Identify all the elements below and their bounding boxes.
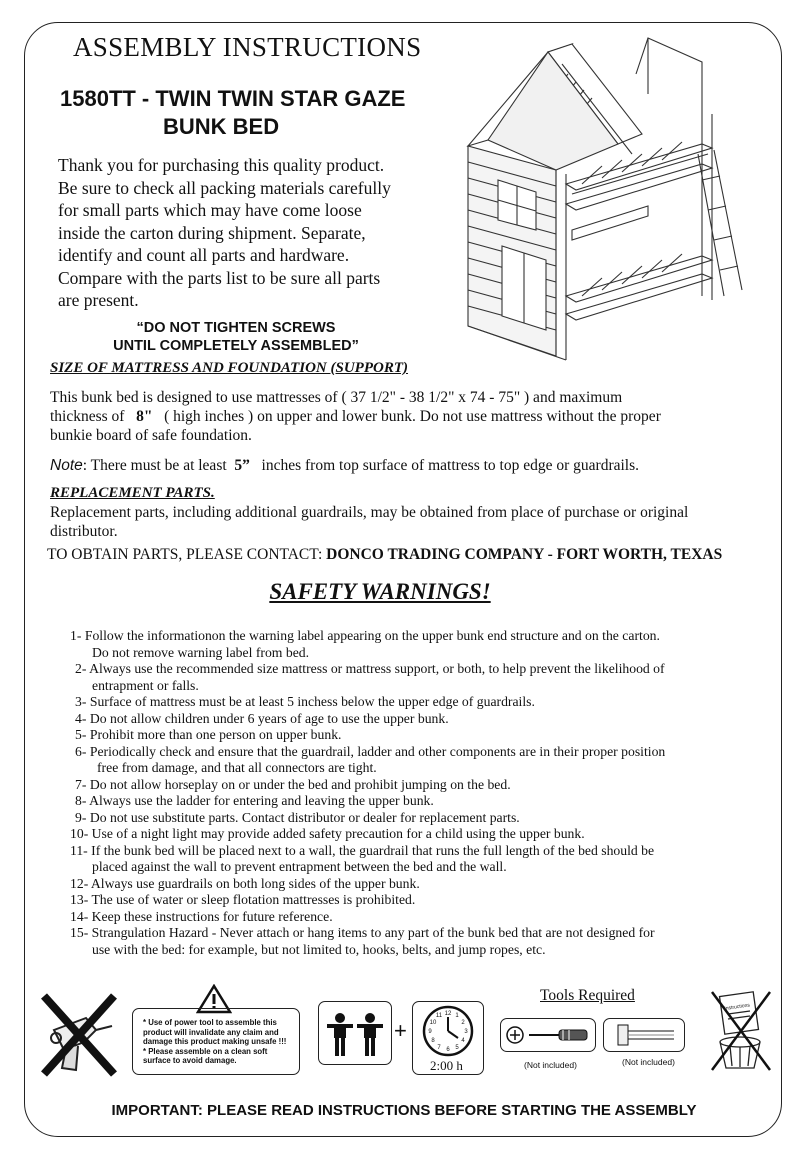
replacement-line1: Replacement parts, including additional guardrails, may be obtained from place of purchase or original [50,504,689,521]
tools-required-heading: Tools Required [540,987,635,1004]
mattress-thickness-label: thickness of [50,408,125,425]
warning-text: 9- [75,809,87,825]
warning-item-3 [70,694,665,711]
warning-text: 5- [75,727,87,742]
mattress-section-text [50,388,661,445]
clock-number: 3 [464,1029,468,1035]
warning-item-2-cont: entrapment or falls. [92,677,199,693]
intro-line: identify and count all parts and hardware. [58,245,350,265]
warning-text: Strangulation Hazard - Never attach or hang items to any part of the bunk bed that are not designed for [91,925,655,940]
replacement-text [50,503,688,541]
replacement-heading: REPLACEMENT PARTS. [50,485,215,501]
warning-item-5 [70,727,665,744]
contact-line [47,545,722,564]
replacement-line2: distributor. [50,523,118,540]
warning-text: Always use the ladder for entering and leaving the upper bunk. [89,793,434,808]
bunk-bed-illustration [462,34,770,370]
mattress-line1: This bunk bed is designed to use mattresses of ( 37 1/2" - 38 1/2" x 74 - 75" ) and maximum [50,389,623,406]
safety-warnings-heading: SAFETY WARNINGS! [269,579,491,604]
warning-text: Do not use substitute parts. Contact distributor or dealer for replacement parts. [89,809,520,825]
clock-number: 7 [437,1045,441,1051]
warning-item-6 [70,744,665,761]
caution-line: damage this product making unsafe !!! [143,1037,287,1047]
warning-text: 10- [70,826,89,841]
contact-label: TO OBTAIN PARTS, PLEASE CONTACT: [47,546,323,563]
screwdriver-icon [501,1019,595,1051]
warning-item-12 [70,876,665,893]
clock-number: 11 [435,1013,443,1019]
clock-number: 2 [461,1020,465,1026]
warning-text: 1- [70,628,82,643]
notice-line2: UNTIL COMPLETELY ASSEMBLED” [113,338,359,354]
warning-text: 3- [75,694,87,709]
do-not-discard-instructions-icon [708,988,774,1074]
assembly-time: 2:00 h [430,1058,463,1073]
clock-number: 8 [431,1038,435,1044]
do-not-tighten-notice [78,319,394,355]
important-notice: IMPORTANT: PLEASE READ INSTRUCTIONS BEFORE STARTING THE ASSEMBLY [111,1102,697,1119]
warning-item-4 [70,711,665,728]
clock-number: 4 [461,1038,465,1044]
clock-number: 5 [455,1045,459,1051]
warning-text: Follow the informationon the warning label appearing on the upper bunk end structure and on the carton. [84,628,660,643]
warning-text: 2- [75,661,87,676]
warning-item-15 [70,925,665,942]
two-persons-box [318,1001,392,1065]
warning-text: 6- [75,743,87,759]
warning-text: 13- [70,892,89,907]
warning-text: 8- [75,793,87,808]
mattress-line2 [50,407,661,426]
warning-item-1 [70,628,665,645]
warning-item-6-cont: free from damage, and that all connectors are tight. [97,760,377,775]
product-name-line2: BUNK BED [163,114,280,139]
product-name-line1: 1580TT - TWIN TWIN STAR GAZE [60,86,406,111]
not-included-label-2: (Not included) [622,1057,675,1067]
no-power-tools-icon [34,990,124,1080]
warning-item-15-cont: use with the bed: for example, but not limited to, hooks, belts, and jump ropes, etc. [92,941,546,957]
warning-item-2 [70,661,665,678]
intro-line: inside the carton during shipment. Separate, [58,222,366,243]
warning-text: Surface of mattress must be at least 5 inchess below the upper edge of guardrails. [89,694,535,709]
warning-text: The use of water or sleep flotation mattresses is prohibited. [91,892,416,907]
intro-line: Thank you for purchasing this quality product. [58,155,385,175]
warning-text: 12- [70,875,89,891]
instructions-card-label: Instructions [724,1002,751,1012]
page-title: ASSEMBLY INSTRUCTIONS [73,32,422,62]
warning-item-1-cont: Do not remove warning label from bed. [92,644,310,660]
warning-text: 11- [70,842,88,858]
clock-number: 6 [446,1047,450,1053]
warning-item-11 [70,843,665,860]
clock-number: 9 [428,1029,432,1035]
warning-text: Do not allow horseplay on or under the bed and prohibit jumping on the bed. [89,776,511,792]
mattress-section-heading: SIZE OF MATTRESS AND FOUNDATION (SUPPORT) [50,360,408,376]
warning-text: Always use guardrails on both long sides of the upper bunk. [90,875,420,891]
note-label: Note [50,457,83,474]
warning-text: Keep these instructions for future reference. [91,908,333,924]
warning-item-13 [70,892,665,909]
warning-text: Prohibit more than one person on upper bunk. [89,727,342,742]
intro-line: Be sure to check all packing materials carefully [58,177,391,198]
warning-text: 14- [70,908,89,924]
mattress-line3: bunkie board of safe foundation. [50,427,252,444]
screwdriver-box [500,1018,596,1052]
power-tool-caution-box [132,1008,300,1075]
caution-line: product will invalidate any claim and [143,1027,279,1037]
clock-number: 12 [444,1011,452,1017]
intro-line: are present. [58,290,139,310]
intro-paragraph [58,154,438,312]
caution-line: * Use of power tool to assemble this [143,1018,277,1027]
intro-line: Compare with the parts list to be sure all parts [58,267,381,288]
plus-sign: + [394,1018,407,1043]
warning-item-11-cont: placed against the wall to prevent entrapment between the bed and the wall. [92,859,507,874]
warning-item-14 [70,909,665,926]
warning-text: 4- [75,710,87,726]
mattress-note [50,456,639,475]
warning-text: 7- [75,776,87,792]
warning-text: Do not allow children under 6 years of age to use the upper bunk. [89,710,449,726]
hammer-box [603,1018,685,1052]
warning-text: 15- [70,925,89,940]
note-value: 5” [234,457,250,474]
note-text: : There must be at least [82,457,227,474]
caution-line: surface to avoid damage. [143,1056,237,1066]
clock-number: 1 [455,1013,459,1019]
warning-item-7 [70,777,665,794]
warning-text: Use of a night light may provide added safety precaution for a child using the upper bunk. [91,826,585,841]
warning-text: Always use the recommended size mattress or mattress support, or both, to help prevent the likelihood of [89,661,665,676]
intro-line: for small parts which may have come loose [58,200,362,220]
warning-text: If the bunk bed will be placed next to a wall, the guardrail that runs the full length of the bed should be [91,842,655,858]
mattress-thickness-rest: ( high inches ) on upper and lower bunk. Do not use mattress without the proper [164,408,661,425]
contact-company: DONCO TRADING COMPANY - FORT WORTH, TEXAS [326,546,723,563]
mattress-thickness-value: 8" [136,408,153,425]
clock-icon [413,1002,483,1058]
warning-item-9 [70,810,665,827]
two-persons-icon [319,1002,391,1064]
warning-text: Periodically check and ensure that the guardrail, ladder and other components are in their proper position [89,743,666,759]
safety-warnings-list [70,628,665,958]
note-rest: inches from top surface of mattress to top edge or guardrails. [261,457,640,474]
warning-item-10 [70,826,665,843]
warning-item-8 [70,793,665,810]
hammer-icon [604,1019,684,1051]
clock-number: 10 [429,1020,437,1026]
notice-line1: “DO NOT TIGHTEN SCREWS [136,320,336,336]
not-included-label-1: (Not included) [524,1060,577,1070]
caution-line: * Please assemble on a clean soft [143,1046,268,1056]
